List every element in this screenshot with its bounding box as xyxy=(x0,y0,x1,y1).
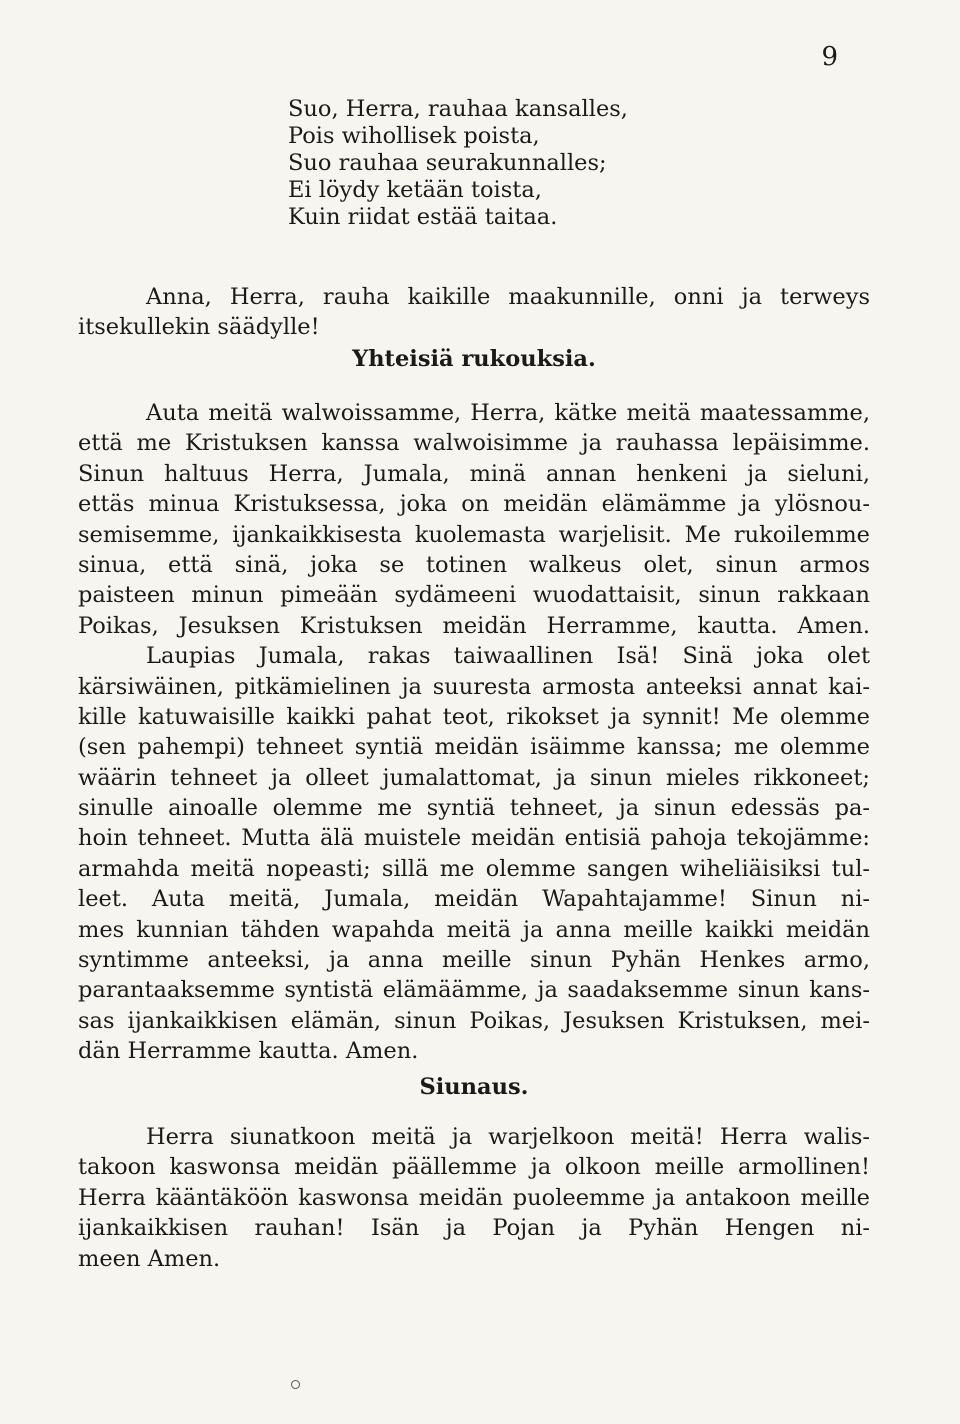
paragraph-line: että me Kristuksen kanssa walwoisimme ja rauhassa lepäisimme. xyxy=(78,430,870,457)
paragraph-line: armahda meitä nopeasti; sillä me olemme sangen wiheliäisiksi tul- xyxy=(78,855,870,882)
paragraph-line: Auta meitä walwoissamme, Herra, kätke meitä maatessamme, xyxy=(146,400,870,426)
paragraph-line: ijankaikkisen rauhan! Isän ja Pojan ja Pyhän Hengen ni- xyxy=(78,1215,870,1242)
paragraph-line: Sinun haltuus Herra, Jumala, minä annan henkeni ja sieluni, xyxy=(78,460,870,487)
page-number: 9 xyxy=(821,42,838,72)
paragraph-line: syntimme anteeksi, ja anna meille sinun Pyhän Henkes armo, xyxy=(78,947,870,974)
section-heading-blessing xyxy=(78,1072,870,1102)
verse-line: Ei löydy ketään toista, xyxy=(288,177,542,203)
paragraph-line: dän Herramme kautta. Amen. xyxy=(78,1038,419,1065)
paragraph-line: leet. Auta meitä, Jumala, meidän Wapahtajamme! Sinun ni- xyxy=(78,886,870,913)
paragraph-line: sas ijankaikkisen elämän, sinun Poikas, Jesuksen Kristuksen, mei- xyxy=(78,1007,870,1034)
peace-paragraph xyxy=(78,282,870,343)
paragraph-line: Anna, Herra, rauha kaikille maakunnille, onni ja terweys xyxy=(146,284,870,310)
paragraph-line: ettäs minua Kristuksessa, joka on meidän elämämme ja ylösnou- xyxy=(78,491,870,518)
paragraph-line: sinua, että sinä, joka se totinen walkeus olet, sinun armos xyxy=(78,551,870,578)
paragraph-line: paisteen minun pimeään sydämeeni wuodattaisit, sinun rakkaan xyxy=(78,582,870,609)
paragraph-line: Laupias Jumala, rakas taiwaallinen Isä! Sinä joka olet xyxy=(146,643,870,670)
paragraph-line: parantaaksemme syntistä elämäämme, ja saadaksemme sinun kans- xyxy=(78,977,870,1004)
paragraph-line: itsekullekin säädylle! xyxy=(78,314,320,341)
paragraph-line: sinulle ainoalle olemme me syntiä tehneet, ja sinun edessäs pa- xyxy=(78,795,870,822)
paragraph-line: hoin tehneet. Mutta älä muistele meidän entisiä pahoja tekojämme: xyxy=(78,825,870,852)
verse-line: Suo rauhaa seurakunnalles; xyxy=(288,150,607,176)
blessing-body xyxy=(78,1122,870,1274)
paragraph-line: Herra siunatkoon meitä ja warjelkoon meitä! Herra walis- xyxy=(146,1124,870,1150)
paragraph-line: takoon kaswonsa meidän päällemme ja olkoon meille armollinen! xyxy=(78,1154,870,1181)
section-heading-prayers xyxy=(78,344,870,374)
hymn-verse xyxy=(288,96,708,231)
paper-speck xyxy=(291,1380,300,1389)
paragraph-line: (sen pahempi) tehneet syntiä meidän isäimme kanssa; me olemme xyxy=(78,734,870,761)
verse-line: Suo, Herra, rauhaa kansalles, xyxy=(288,96,628,122)
heading-text: Yhteisiä rukouksia. xyxy=(352,346,596,372)
paragraph-line: mes kunnian tähden wapahda meitä ja anna meille kaikki meidän xyxy=(78,916,870,943)
paragraph-line: Herra kääntäköön kaswonsa meidän puoleemme ja antakoon meille xyxy=(78,1184,870,1211)
paragraph-line: semisemme, ijankaikkisesta kuolemasta warjelisit. Me rukoilemme xyxy=(78,521,870,548)
paragraph-line: Poikas, Jesuksen Kristuksen meidän Herramme, kautta. Amen. xyxy=(78,612,870,639)
paragraph-line: kille katuwaisille kaikki pahat teot, rikokset ja synnit! Me olemme xyxy=(78,703,870,730)
heading-text: Siunaus. xyxy=(419,1074,529,1100)
paragraph-line: kärsiwäinen, pitkämielinen ja suuresta armosta anteeksi annat kai- xyxy=(78,673,870,700)
paragraph-line: wäärin tehneet ja olleet jumalattomat, ja sinun mieles rikkoneet; xyxy=(78,764,870,791)
verse-line: Kuin riidat estää taitaa. xyxy=(288,204,558,230)
paragraph-line: meen Amen. xyxy=(78,1245,221,1272)
verse-line: Pois wihollisek poista, xyxy=(288,123,540,149)
prayers-body xyxy=(78,398,870,1067)
